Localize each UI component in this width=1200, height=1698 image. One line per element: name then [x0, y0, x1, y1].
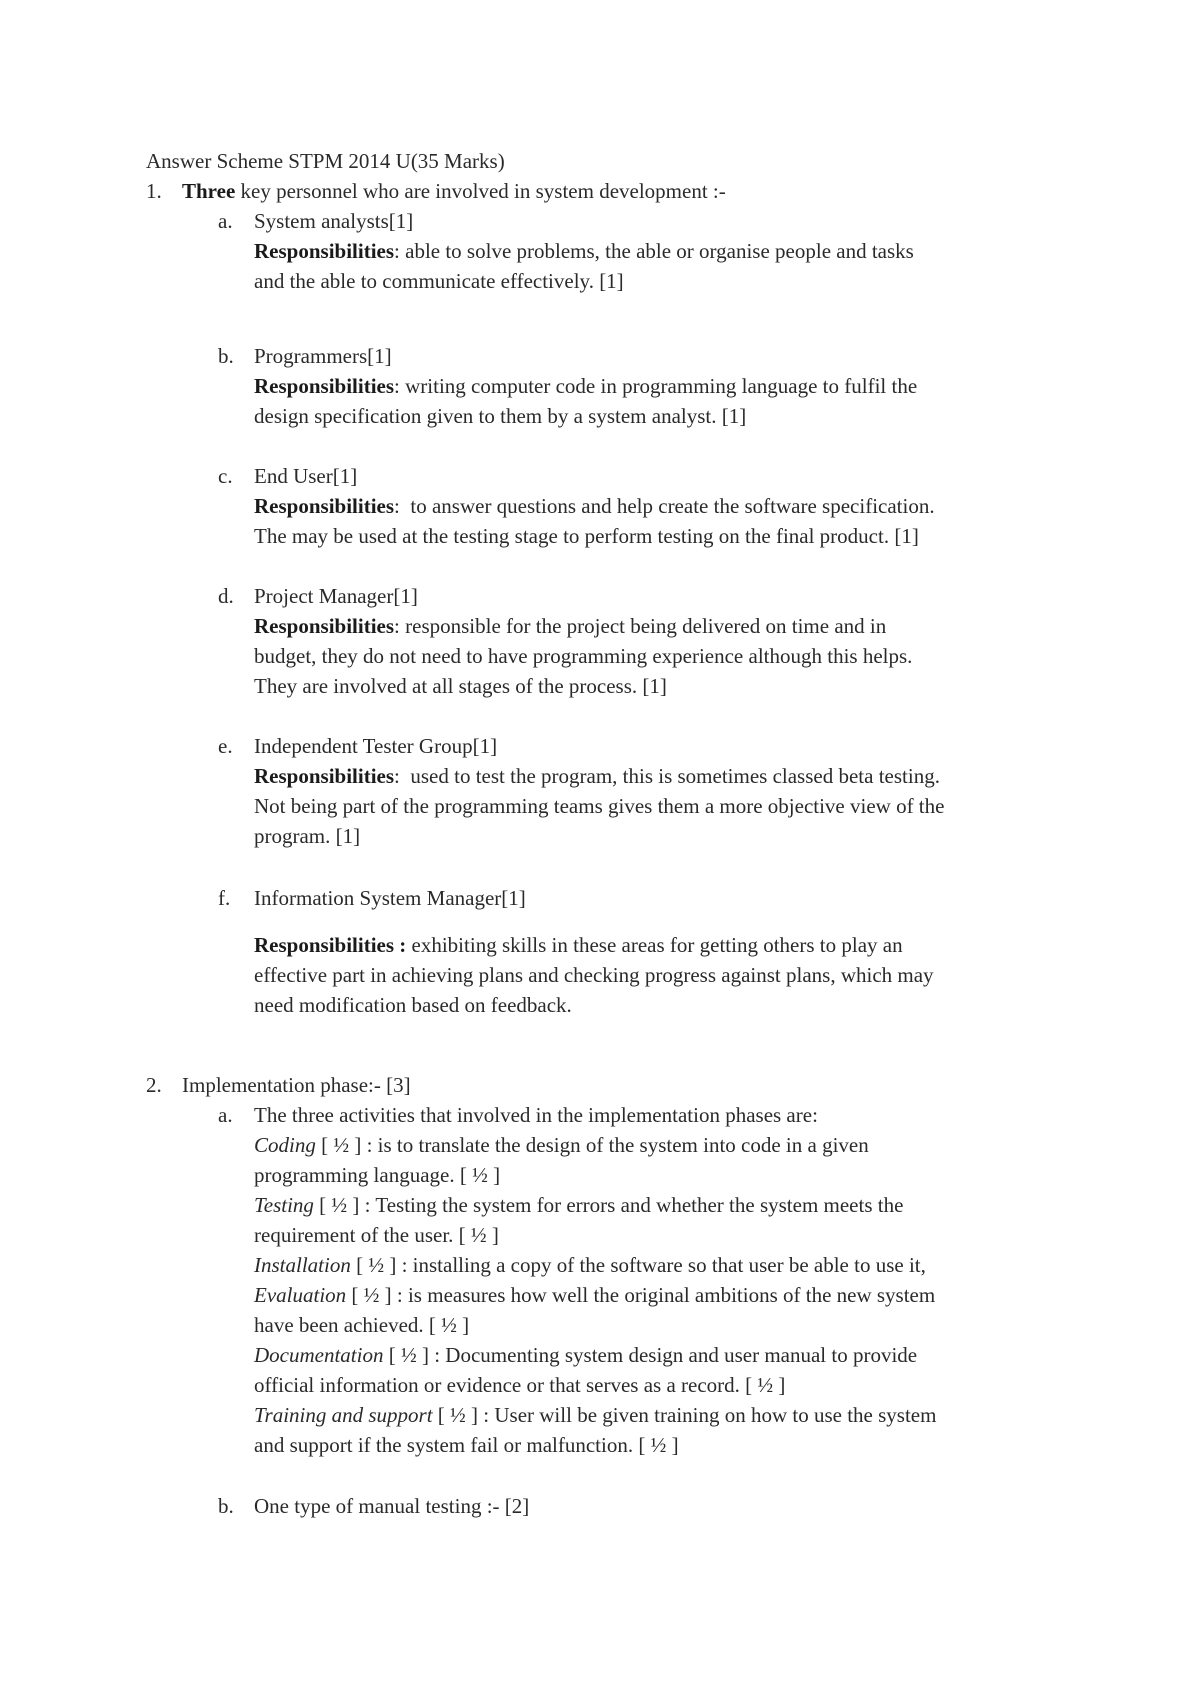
activity-line: Testing [ ½ ] : Testing the system for errors and whether the system meets the: [254, 1193, 904, 1217]
q1-item-c: [254, 461, 1114, 551]
q2-b-letter: b.: [218, 1494, 234, 1518]
item-responsibility-line: Responsibilities : exhibiting skills in these areas for getting others to play an: [254, 933, 903, 957]
responsibilities-label: Responsibilities: [254, 933, 395, 957]
q1-item-a: [254, 206, 1114, 296]
q1-item-letter: d.: [218, 584, 234, 608]
activity-term: Installation: [254, 1253, 351, 1277]
item-heading: End User[1]: [254, 464, 358, 488]
q1-number: 1.: [146, 179, 162, 203]
q1-lead-bold: Three: [182, 179, 236, 203]
activity-line: programming language. [ ½ ]: [254, 1163, 501, 1187]
item-heading: Information System Manager[1]: [254, 886, 526, 910]
item-responsibility-line: need modification based on feedback.: [254, 993, 572, 1017]
q2-lead: Implementation phase:- [3]: [182, 1073, 411, 1097]
q2-number: 2.: [146, 1073, 162, 1097]
q2-a-letter: a.: [218, 1103, 233, 1127]
item-heading: Independent Tester Group[1]: [254, 734, 498, 758]
item-responsibility-line: Responsibilities: responsible for the project being delivered on time and in: [254, 614, 887, 638]
item-responsibility-line: Responsibilities: used to test the program, this is sometimes classed beta testing.: [254, 764, 940, 788]
item-responsibility-line: The may be used at the testing stage to perform testing on the final product. [1]: [254, 524, 919, 548]
activity-line: have been achieved. [ ½ ]: [254, 1313, 470, 1337]
activity-line: and support if the system fail or malfunction. [ ½ ]: [254, 1433, 679, 1457]
q1-lead-rest: key personnel who are involved in system development :-: [235, 179, 726, 203]
page-title: Answer Scheme STPM 2014 U(35 Marks): [146, 149, 505, 173]
q2-part-a: [254, 1100, 1114, 1460]
q1-item-e: [254, 731, 1114, 851]
q1-item-letter: a.: [218, 209, 233, 233]
q1-item-letter: e.: [218, 734, 233, 758]
activity-line: official information or evidence or that serves as a record. [ ½ ]: [254, 1373, 786, 1397]
q1-item-d: [254, 581, 1114, 701]
responsibilities-label: Responsibilities: [254, 764, 395, 788]
item-responsibility-line: effective part in achieving plans and checking progress against plans, which may: [254, 963, 934, 987]
responsibilities-label: Responsibilities: [254, 614, 395, 638]
activity-term: Coding: [254, 1133, 316, 1157]
activity-line: Training and support [ ½ ] : User will be given training on how to use the system: [254, 1403, 937, 1427]
item-responsibility-line: They are involved at all stages of the process. [1]: [254, 674, 667, 698]
q1-item-letter: b.: [218, 344, 234, 368]
activity-line: Documentation [ ½ ] : Documenting system design and user manual to provide: [254, 1343, 918, 1367]
activity-line: Evaluation [ ½ ] : is measures how well the original ambitions of the new system: [254, 1283, 936, 1307]
item-heading: System analysts[1]: [254, 209, 414, 233]
item-responsibility-line: budget, they do not need to have programming experience although this helps.: [254, 644, 913, 668]
item-heading: Project Manager[1]: [254, 584, 418, 608]
q1-lead: [182, 176, 726, 206]
responsibilities-label: Responsibilities: [254, 239, 395, 263]
item-responsibility-line: Responsibilities: writing computer code in programming language to fulfil the: [254, 374, 918, 398]
activity-term: Training and support: [254, 1403, 433, 1427]
item-responsibility-line: Responsibilities: to answer questions and help create the software specification.: [254, 494, 935, 518]
q1-item-b: [254, 341, 1114, 431]
spacer: [254, 913, 1114, 930]
item-responsibility-line: Responsibilities: able to solve problems, the able or organise people and tasks: [254, 239, 914, 263]
q1-item-letter: c.: [218, 464, 233, 488]
activity-line: Coding [ ½ ] : is to translate the design of the system into code in a given: [254, 1133, 869, 1157]
q2-a-intro: The three activities that involved in the implementation phases are:: [254, 1103, 818, 1127]
item-responsibility-line: design specification given to them by a system analyst. [1]: [254, 404, 747, 428]
activity-term: Testing: [254, 1193, 314, 1217]
activity-term: Evaluation: [254, 1283, 347, 1307]
q1-item-f: [254, 883, 1114, 1020]
item-responsibility-line: Not being part of the programming teams gives them a more objective view of the: [254, 794, 945, 818]
item-responsibility-line: and the able to communicate effectively. [1]: [254, 269, 624, 293]
responsibilities-label: Responsibilities: [254, 494, 395, 518]
activity-term: Documentation: [254, 1343, 384, 1367]
activity-line: Installation [ ½ ] : installing a copy of the software so that user be able to use it,: [254, 1253, 926, 1277]
activity-line: requirement of the user. [ ½ ]: [254, 1223, 499, 1247]
responsibilities-label: Responsibilities: [254, 374, 395, 398]
q2-b-text: One type of manual testing :- [2]: [254, 1494, 530, 1518]
item-heading: Programmers[1]: [254, 344, 392, 368]
item-responsibility-line: program. [1]: [254, 824, 361, 848]
q1-item-letter: f.: [218, 886, 231, 910]
